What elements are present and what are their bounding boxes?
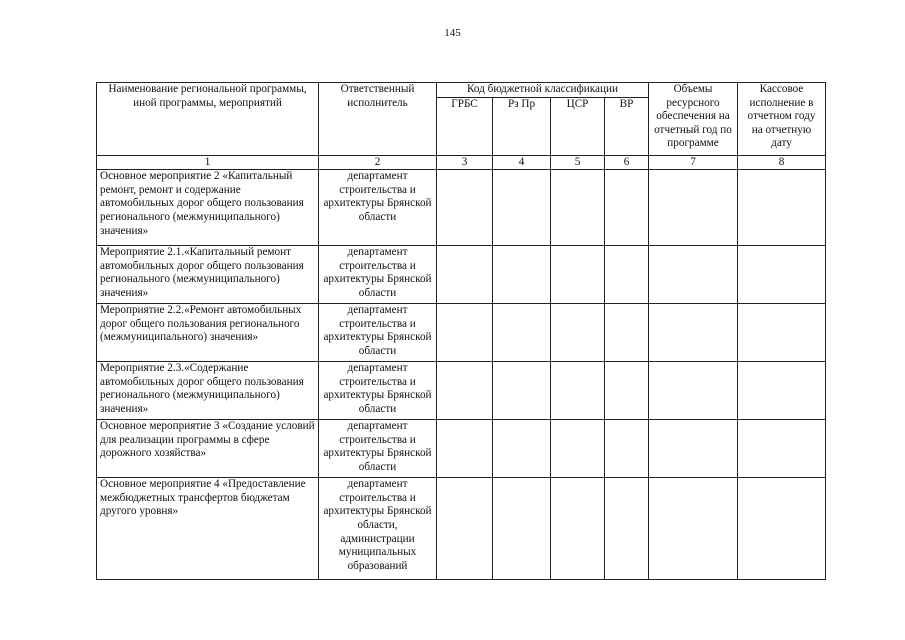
cell-vr: [605, 170, 649, 246]
cell-grbs: [437, 420, 493, 478]
cell-grbs: [437, 478, 493, 580]
row-responsible: департамент строительства и архитектуры Брянской области: [319, 246, 437, 304]
cell-vr: [605, 478, 649, 580]
cell-vr: [605, 362, 649, 420]
cell-grbs: [437, 362, 493, 420]
row-name: Основное мероприятие 3 «Создание условий для реализации программы в сфере дорожного хозяйства»: [97, 420, 319, 478]
cell-vr: [605, 420, 649, 478]
header-volumes: Объемы ресурсного обеспечения на отчетный год по программе: [649, 83, 738, 156]
table-row: [97, 304, 826, 362]
cell-csr: [551, 420, 605, 478]
column-number: 4: [493, 155, 551, 170]
cell-rz-pr: [493, 170, 551, 246]
cell-rz-pr: [493, 246, 551, 304]
header-grbs: ГРБС: [437, 97, 493, 155]
budget-report-table: [96, 82, 826, 580]
cell-csr: [551, 478, 605, 580]
table-row: [97, 170, 826, 246]
cell-cash: [738, 362, 826, 420]
cell-grbs: [437, 304, 493, 362]
cell-volumes: [649, 362, 738, 420]
cell-csr: [551, 170, 605, 246]
cell-csr: [551, 246, 605, 304]
column-number: 2: [319, 155, 437, 170]
cell-csr: [551, 362, 605, 420]
header-budget-code: Код бюджетной классификации: [437, 83, 649, 98]
header-vr: ВР: [605, 97, 649, 155]
cell-rz-pr: [493, 304, 551, 362]
cell-volumes: [649, 478, 738, 580]
cell-rz-pr: [493, 362, 551, 420]
cell-rz-pr: [493, 420, 551, 478]
cell-vr: [605, 304, 649, 362]
row-responsible: департамент строительства и архитектуры Брянской области, администрации муниципальных образований: [319, 478, 437, 580]
cell-grbs: [437, 246, 493, 304]
cell-vr: [605, 246, 649, 304]
row-name: Основное мероприятие 4 «Предоставление межбюджетных трансфертов бюджетам другого уровня»: [97, 478, 319, 580]
cell-cash: [738, 478, 826, 580]
row-name: Мероприятие 2.3.«Содержание автомобильных дорог общего пользования регионального (межмуниципального) значения»: [97, 362, 319, 420]
row-responsible: департамент строительства и архитектуры Брянской области: [319, 170, 437, 246]
cell-cash: [738, 170, 826, 246]
cell-volumes: [649, 304, 738, 362]
column-number: 7: [649, 155, 738, 170]
header-csr: ЦСР: [551, 97, 605, 155]
page-number: 145: [444, 27, 461, 39]
column-number: 5: [551, 155, 605, 170]
column-number: 6: [605, 155, 649, 170]
table-row: [97, 478, 826, 580]
header-cash: Кассовое исполнение в отчетном году на отчетную дату: [738, 83, 826, 156]
cell-cash: [738, 246, 826, 304]
row-name: Мероприятие 2.1.«Капитальный ремонт автомобильных дорог общего пользования регионального (межмуниципального) значения»: [97, 246, 319, 304]
column-number: 1: [97, 155, 319, 170]
cell-volumes: [649, 420, 738, 478]
cell-csr: [551, 304, 605, 362]
column-number-row: [97, 155, 826, 170]
header-responsible: Ответственный исполнитель: [319, 83, 437, 156]
row-responsible: департамент строительства и архитектуры Брянской области: [319, 304, 437, 362]
table-row: [97, 246, 826, 304]
row-name: Основное мероприятие 2 «Капитальный ремонт, ремонт и содержание автомобильных дорог общего пользования регионального (межмуниципального) значения»: [97, 170, 319, 246]
cell-cash: [738, 420, 826, 478]
header-name: Наименование региональной программы, иной программы, мероприятий: [97, 83, 319, 156]
table-row: [97, 362, 826, 420]
row-responsible: департамент строительства и архитектуры Брянской области: [319, 362, 437, 420]
cell-volumes: [649, 246, 738, 304]
row-responsible: департамент строительства и архитектуры Брянской области: [319, 420, 437, 478]
table-row: [97, 420, 826, 478]
row-name: Мероприятие 2.2.«Ремонт автомобильных дорог общего пользования регионального (межмуниципального) значения»: [97, 304, 319, 362]
cell-rz-pr: [493, 478, 551, 580]
cell-volumes: [649, 170, 738, 246]
header-rz-pr: Рз Пр: [493, 97, 551, 155]
cell-grbs: [437, 170, 493, 246]
column-number: 8: [738, 155, 826, 170]
cell-cash: [738, 304, 826, 362]
column-number: 3: [437, 155, 493, 170]
